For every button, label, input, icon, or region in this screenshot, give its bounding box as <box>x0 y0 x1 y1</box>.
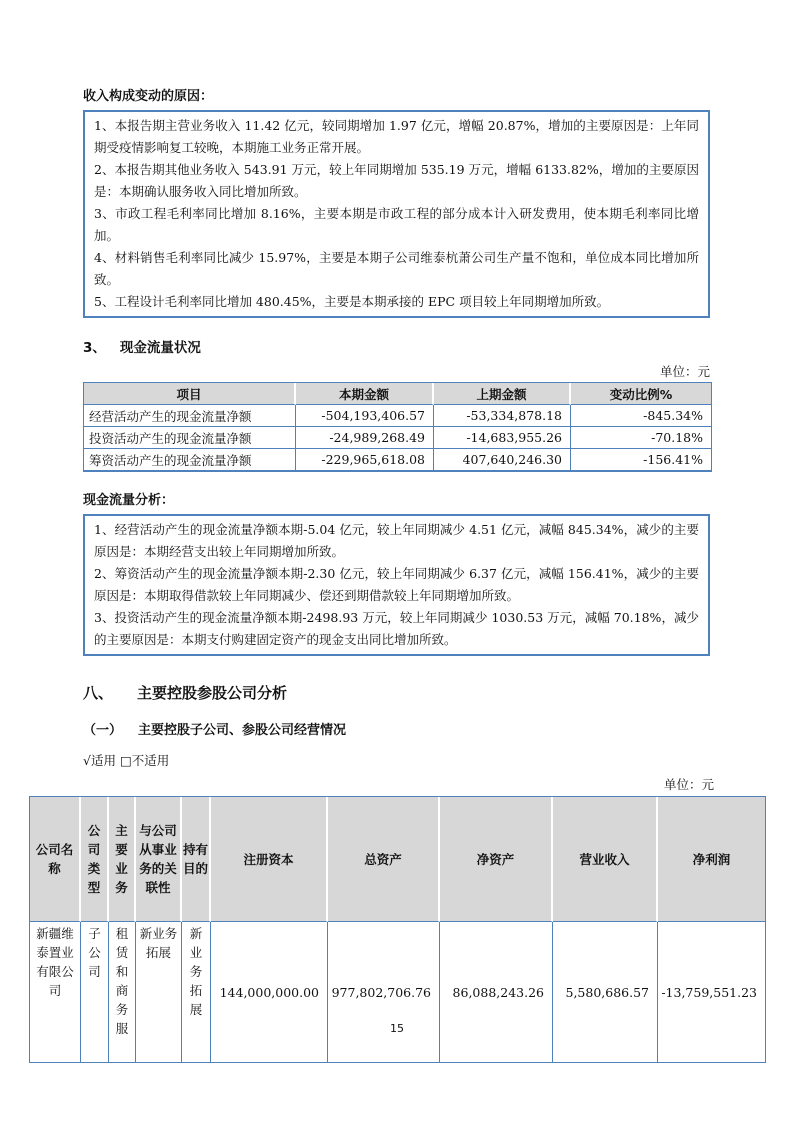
section8-subheading <box>83 719 710 738</box>
column-header: 净利润 <box>658 797 765 922</box>
section-number: 3、 <box>83 340 106 356</box>
column-header: 主要业务 <box>109 797 136 922</box>
main-business-cell: 租赁和商务服 <box>109 922 136 1062</box>
column-header: 项目 <box>84 383 296 405</box>
amount-cell: 407,640,246.30 <box>434 449 571 470</box>
item-cell: 投资活动产生的现金流量净额 <box>84 427 296 449</box>
subsection-title: 主要控股子公司、参股公司经营情况 <box>138 723 347 738</box>
section-number: 八、 <box>83 684 114 702</box>
revenue-reason-item: 4、材料销售毛利率同比减少 15.97%，主要是本期子公司维泰杭萧公司生产量不饱和，单位成本同比增加所致。 <box>94 250 699 287</box>
revenue-reason-item: 2、本报告期其他业务收入 543.91 万元，较上年同期增加 535.19 万元，增幅 6133.82%，增加的主要原因是：本期确认服务收入同比增加所致。 <box>94 162 699 199</box>
column-header: 注册资本 <box>211 797 328 922</box>
column-header: 本期金额 <box>296 383 434 405</box>
analysis-item: 3、投资活动产生的现金流量净额本期-2498.93 万元，较上年同期减少 1030.53 万元，减幅 70.18%，减少的主要原因是：本期支付购建固定资产的现金支出同比增加所致。 <box>94 610 699 647</box>
column-header: 公司类型 <box>81 797 109 922</box>
revenue-reason-item: 1、本报告期主营业务收入 11.42 亿元，较同期增加 1.97 亿元，增幅 20.87%，增加的主要原因是：上年同期受疫情影响复工较晚，本期施工业务正常开展。 <box>94 118 699 155</box>
section-title: 主要控股参股公司分析 <box>137 684 288 702</box>
column-header: 公司名称 <box>30 797 81 922</box>
net-profit-cell: -13,759,551.23 <box>661 984 757 1000</box>
registered-capital-cell: 144,000,000.00 <box>211 922 328 1062</box>
column-header: 净资产 <box>440 797 553 922</box>
table-header-row <box>84 383 711 405</box>
total-assets-cell: 977,802,706.76 <box>328 922 440 1062</box>
item-cell: 经营活动产生的现金流量净额 <box>84 405 296 427</box>
column-header: 变动比例% <box>571 383 711 405</box>
cash-flow-analysis-heading: 现金流量分析： <box>83 493 175 508</box>
amount-cell: -504,193,406.57 <box>296 405 434 427</box>
column-header: 营业收入 <box>553 797 658 922</box>
amount-cell: -14,683,955.26 <box>434 427 571 449</box>
table-row <box>30 922 765 1062</box>
amount-cell: -24,989,268.49 <box>296 427 434 449</box>
change-ratio-cell: -156.41% <box>643 452 703 467</box>
cash-flow-analysis-box <box>83 514 710 656</box>
column-header: 上期金额 <box>434 383 571 405</box>
analysis-item: 1、经营活动产生的现金流量净额本期-5.04 亿元，较上年同期减少 4.51 亿元，减幅 845.34%，减少的主要原因是：本期经营支出较上年同期增加所致。 <box>94 522 699 559</box>
amount-cell: -53,334,878.18 <box>434 405 571 427</box>
column-header: 与公司从事业务的关联性 <box>136 797 182 922</box>
unit-label: 单位：元 <box>659 364 710 379</box>
page-number: 15 <box>390 1022 404 1035</box>
change-ratio-cell: -70.18% <box>571 427 711 449</box>
cash-flow-table <box>83 382 712 472</box>
table-row <box>84 449 711 470</box>
unit-label: 单位：元 <box>663 777 714 792</box>
change-ratio-cell: -845.34% <box>571 405 711 427</box>
cash-flow-section-heading <box>83 336 710 356</box>
net-assets-cell: 86,088,243.26 <box>440 922 553 1062</box>
operating-revenue-cell: 5,580,686.57 <box>553 922 658 1062</box>
revenue-reason-item: 3、市政工程毛利率同比增加 8.16%，主要本期是市政工程的部分成本计入研发费用，使本期毛利率同比增加。 <box>94 206 699 243</box>
revenue-reasons-heading: 收入构成变动的原因： <box>83 89 214 104</box>
revenue-reason-item: 5、工程设计毛利率同比增加 480.45%，主要是本期承接的 EPC 项目较上年同期增加所致。 <box>94 294 610 309</box>
company-type-cell: 子公司 <box>81 922 109 1062</box>
revenue-reasons-box <box>83 110 710 318</box>
table-header-row <box>30 797 765 922</box>
company-name-cell: 新疆维泰置业有限公司 <box>30 922 81 1062</box>
section-title: 现金流量状况 <box>119 340 201 356</box>
applicability-statement: √适用 □不适用 <box>83 753 170 768</box>
table-row <box>84 405 711 427</box>
section8-heading <box>83 682 710 703</box>
item-cell: 筹资活动产生的现金流量净额 <box>84 449 296 470</box>
content-column <box>83 0 710 769</box>
column-header: 持有目的 <box>182 797 211 922</box>
holding-purpose-cell: 新业务拓展 <box>182 922 211 1062</box>
business-relation-cell: 新业务拓展 <box>136 922 182 1062</box>
table-row <box>84 427 711 449</box>
subsection-number: （一） <box>83 723 123 738</box>
column-header: 总资产 <box>328 797 440 922</box>
analysis-item: 2、筹资活动产生的现金流量净额本期-2.30 亿元，较上年同期减少 6.37 亿元，减幅 156.41%，减少的主要原因是：本期取得借款较上年同期减少、偿还到期借款较上年同期增加所致。 <box>94 566 699 603</box>
amount-cell: -229,965,618.08 <box>296 449 434 470</box>
